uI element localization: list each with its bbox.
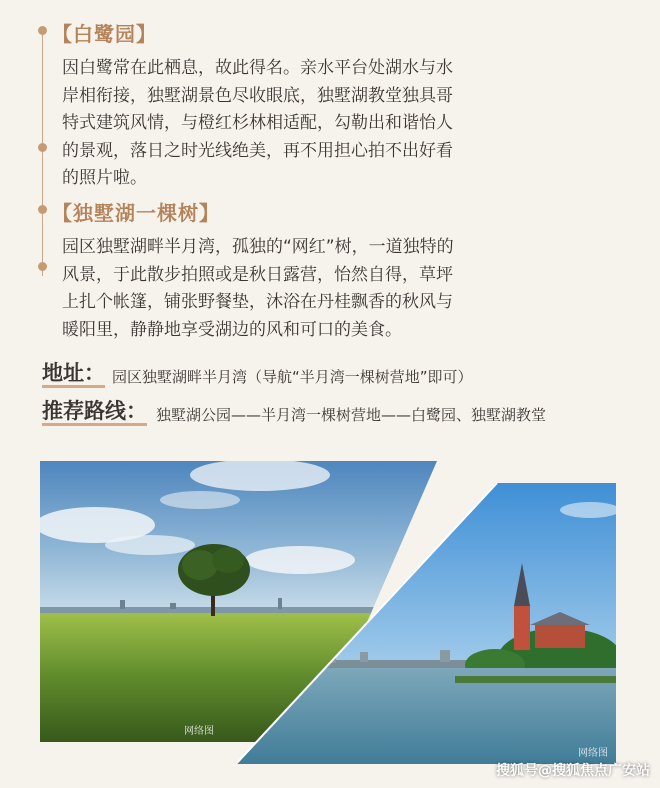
text-line: 的照片啦。 <box>62 168 147 188</box>
section-heading-egret-garden: 【白鹭园】 <box>52 22 157 46</box>
text-line: 的景观，落日之时光线绝美，再不用担心拍不出好看 <box>62 140 453 161</box>
source-watermark: 搜狐号@搜狐焦点广安站 <box>496 763 650 779</box>
text-line: 岸相衔接，独墅湖景色尽收眼底，独墅湖教堂独具哥 <box>62 85 453 106</box>
route-value: 独墅湖公园——半月湾一棵树营地——白鹭园、独墅湖教堂 <box>156 406 547 424</box>
photo-watermark: 网络图 <box>184 726 214 737</box>
text-line: 上扎个帐篷，铺张野餐垫，沐浴在丹桂飘香的秋风与 <box>62 292 453 312</box>
text-line: 因白鹭常在此栖息，故此得名。亲水平台处湖水与水 <box>62 58 453 78</box>
photo-watermark: 网络图 <box>578 748 608 759</box>
address-label: 地址： <box>42 361 105 388</box>
address-value: 园区独墅湖畔半月湾（导航“半月湾一棵树营地”即可） <box>112 368 473 386</box>
route-label: 推荐路线： <box>42 399 147 426</box>
text-line: 暖阳里，静静地享受湖边的风和可口的美食。 <box>62 319 402 340</box>
text-line: 风景，于此散步拍照或是秋日露营，怡然自得，草坪 <box>62 264 453 285</box>
text-line: 特式建筑风情，与橙红杉林相适配，勾勒出和谐怡人 <box>62 113 453 133</box>
text-line: 园区独墅湖畔半月湾，孤独的“网红”树，一道独特的 <box>62 237 454 257</box>
section-heading-lone-tree: 【独墅湖一棵树】 <box>52 201 220 225</box>
